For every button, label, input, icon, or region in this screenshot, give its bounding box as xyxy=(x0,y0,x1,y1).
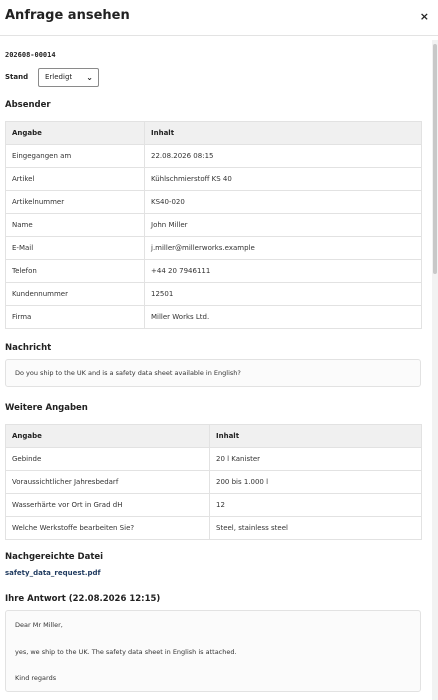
table-cell-value: John Miller xyxy=(145,214,422,237)
chevron-down-icon: ⌄ xyxy=(86,73,93,82)
table-cell-label: Artikel xyxy=(6,168,145,191)
table-row xyxy=(6,237,422,260)
additional-heading: Weitere Angaben xyxy=(5,403,88,413)
table-row xyxy=(6,168,422,191)
table-cell-value: 22.08.2026 08:15 xyxy=(145,145,422,168)
table-cell-value: Steel, stainless steel xyxy=(210,517,422,540)
table-cell-label: Eingegangen am xyxy=(6,145,145,168)
file-heading: Nachgereichte Datei xyxy=(5,552,104,562)
column-header: Angabe xyxy=(6,425,210,448)
table-cell-label: Voraussichtlicher Jahresbedarf xyxy=(6,471,210,494)
table-row xyxy=(6,214,422,237)
table-cell-value: 12 xyxy=(210,494,422,517)
column-header: Inhalt xyxy=(145,122,422,145)
answer-box xyxy=(5,610,421,692)
table-cell-label: Gebinde xyxy=(6,448,210,471)
stand-label: Stand xyxy=(5,73,29,81)
table-cell-value: 200 bis 1.000 l xyxy=(210,471,422,494)
table-cell-value: Miller Works Ltd. xyxy=(145,306,422,329)
answer-heading: Ihre Antwort (22.08.2026 12:15) xyxy=(5,594,161,604)
additional-table xyxy=(5,424,422,540)
table-header-row xyxy=(6,425,422,448)
table-cell-value: KS40-020 xyxy=(145,191,422,214)
table-cell-label: Welche Werkstoffe bearbeiten Sie? xyxy=(6,517,210,540)
table-row xyxy=(6,260,422,283)
table-row xyxy=(6,306,422,329)
table-row xyxy=(6,283,422,306)
table-cell-label: Wasserhärte vor Ort in Grad dH xyxy=(6,494,210,517)
table-cell-value: j.miller@millerworks.example xyxy=(145,237,422,260)
file-download-link[interactable]: safety_data_request.pdf xyxy=(5,569,101,577)
scrollbar-thumb[interactable] xyxy=(433,44,437,274)
column-header: Inhalt xyxy=(210,425,422,448)
message-box xyxy=(5,359,421,387)
reference-number: 202608-00014 xyxy=(5,51,56,59)
answer-line: Kind regards xyxy=(15,674,57,682)
table-row xyxy=(6,191,422,214)
table-header-row xyxy=(6,122,422,145)
answer-line: Dear Mr Miller, xyxy=(15,621,63,629)
table-cell-label: Kundennummer xyxy=(6,283,145,306)
sender-heading: Absender xyxy=(5,100,51,110)
stand-select-value: Erledigt xyxy=(45,73,73,81)
table-row xyxy=(6,448,422,471)
table-cell-label: Firma xyxy=(6,306,145,329)
table-cell-value: +44 20 7946111 xyxy=(145,260,422,283)
column-header: Angabe xyxy=(6,122,145,145)
stand-select[interactable] xyxy=(38,68,99,87)
table-cell-label: E-Mail xyxy=(6,237,145,260)
modal-body xyxy=(0,36,432,700)
table-row xyxy=(6,471,422,494)
table-cell-value: Kühlschmierstoff KS 40 xyxy=(145,168,422,191)
answer-line: yes, we ship to the UK. The safety data sheet in English is attached. xyxy=(15,648,237,656)
modal-header xyxy=(0,0,438,36)
message-heading: Nachricht xyxy=(5,343,52,353)
sender-table xyxy=(5,121,422,329)
message-text: Do you ship to the UK and is a safety data sheet available in English? xyxy=(15,369,241,377)
table-cell-label: Telefon xyxy=(6,260,145,283)
table-row xyxy=(6,145,422,168)
table-row xyxy=(6,517,422,540)
modal-title: Anfrage ansehen xyxy=(5,8,130,23)
table-cell-value: 20 l Kanister xyxy=(210,448,422,471)
table-cell-label: Name xyxy=(6,214,145,237)
close-button[interactable]: × xyxy=(419,10,429,23)
table-cell-label: Artikelnummer xyxy=(6,191,145,214)
table-cell-value: 12501 xyxy=(145,283,422,306)
table-row xyxy=(6,494,422,517)
